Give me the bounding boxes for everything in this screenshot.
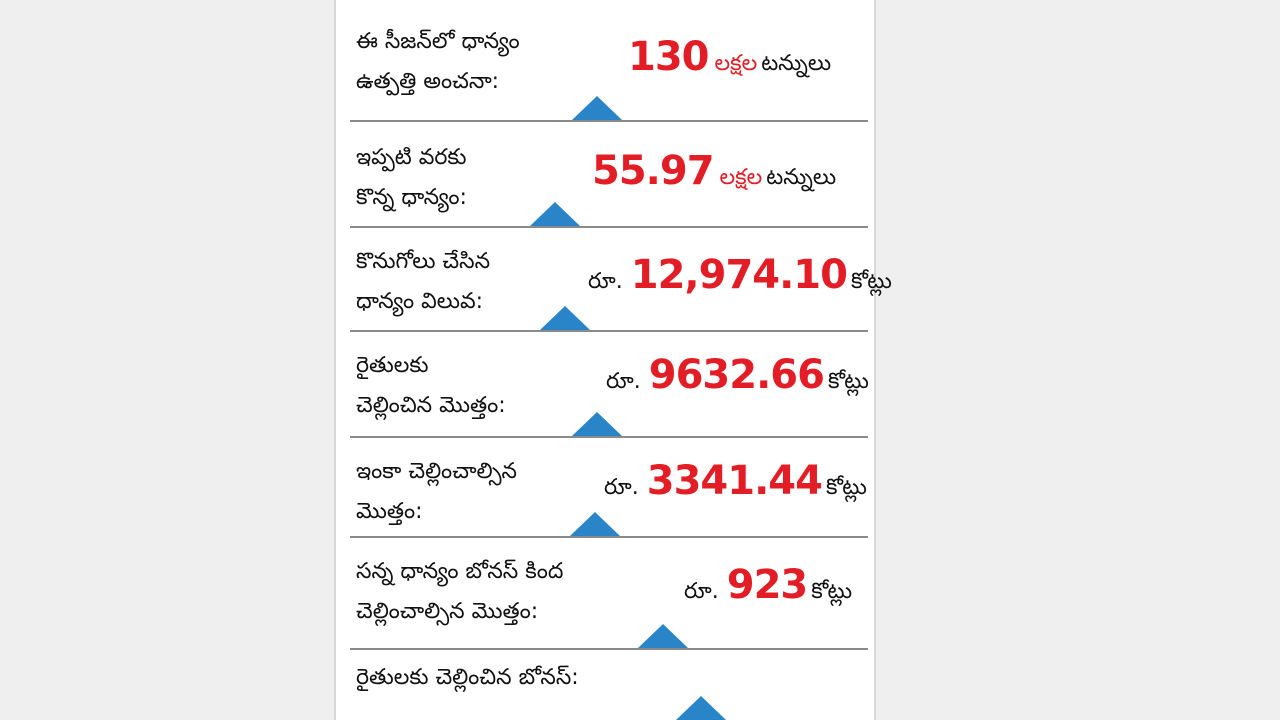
stat-value <box>606 352 869 399</box>
pointer-triangle-icon <box>540 306 590 330</box>
stat-value <box>628 34 831 81</box>
pointer-triangle-icon <box>530 202 580 226</box>
stat-number: 130 <box>628 34 709 80</box>
pointer-triangle-icon <box>572 412 622 436</box>
stat-value <box>684 562 852 609</box>
stat-number: 55.97 <box>592 148 714 194</box>
stat-label: ఈ సీజన్‌లో ధాన్యం ఉత్పత్తి అంచనా: <box>356 29 520 94</box>
stat-unit: కోట్లు <box>811 579 853 604</box>
stat-unit: కోట్లు <box>827 369 869 394</box>
pointer-triangle-icon <box>572 96 622 120</box>
stat-row-production-estimate <box>350 0 868 122</box>
pointer-triangle-icon <box>570 512 620 536</box>
stat-number: 3341.44 <box>646 458 822 504</box>
stat-unit: టన్నులు <box>761 51 832 76</box>
stat-prefix: రూ. <box>604 475 639 500</box>
stat-unit: కోట్లు <box>850 269 892 294</box>
stat-prefix: రూ. <box>588 269 623 294</box>
info-card <box>334 0 892 720</box>
stat-label: రైతులకు చెల్లించిన మొత్తం: <box>356 353 506 418</box>
stat-row-grain-value <box>350 228 892 332</box>
stat-row-paid-to-farmers <box>350 332 868 438</box>
stat-value <box>592 148 836 195</box>
pointer-triangle-icon <box>638 624 688 648</box>
stat-label: కొనుగోలు చేసిన ధాన్యం విలువ: <box>356 249 491 314</box>
stat-value <box>604 458 867 505</box>
stat-unit-lakh: లక్షల <box>714 51 758 76</box>
stat-row-fine-grain-bonus <box>350 538 868 650</box>
stat-row-purchased-grain <box>350 122 868 228</box>
stat-unit: టన్నులు <box>766 165 837 190</box>
stat-number: 9632.66 <box>648 352 824 398</box>
stat-label: ఇప్పటి వరకు కొన్న ధాన్యం: <box>356 145 467 210</box>
pointer-triangle-icon <box>676 696 726 720</box>
stat-row-bonus-paid <box>350 650 868 720</box>
stat-prefix: రూ. <box>606 369 641 394</box>
stat-number: 923 <box>726 562 808 608</box>
stat-value <box>588 252 892 299</box>
stat-unit: కోట్లు <box>825 475 867 500</box>
stat-label: రైతులకు చెల్లించిన బోనస్: <box>356 665 579 690</box>
stat-label: సన్న ధాన్యం బోనస్ కింద చెల్లించాల్సిన మొత్తం: <box>356 559 564 624</box>
stat-label: ఇంకా చెల్లించాల్సిన మొత్తం: <box>356 459 517 524</box>
stat-row-pending-payment <box>350 438 868 538</box>
stat-prefix: రూ. <box>684 579 719 604</box>
stat-number: 12,974.10 <box>630 252 847 298</box>
stat-unit-lakh: లక్షల <box>719 165 763 190</box>
